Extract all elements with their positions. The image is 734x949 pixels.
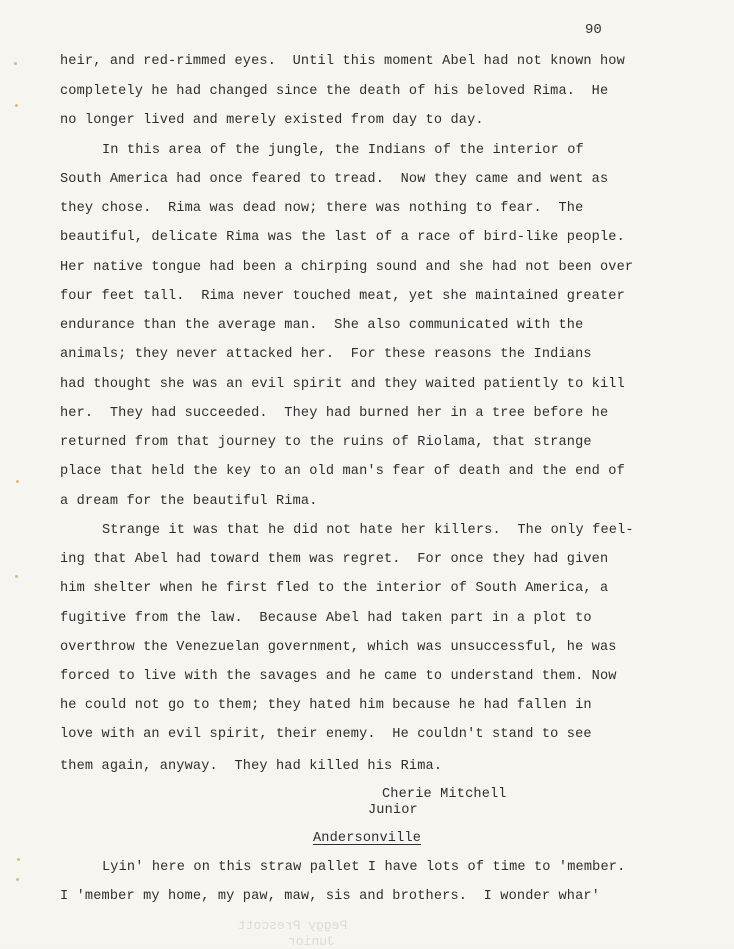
paragraph-3-line: him shelter when he first fled to the interior of South America, a bbox=[60, 581, 609, 596]
paragraph-3-line: ing that Abel had toward them was regret. For once they had given bbox=[60, 552, 609, 567]
paragraph-3-line: them again, anyway. They had killed his Rima. bbox=[60, 759, 443, 774]
margin-speck bbox=[17, 858, 20, 861]
paragraph-2-line: returned from that journey to the ruins of Riolama, that strange bbox=[60, 435, 592, 450]
paragraph-2-line: Her native tongue had been a chirping sound and she had not been over bbox=[60, 260, 634, 275]
margin-speck bbox=[14, 62, 17, 65]
paragraph-2-line: her. They had succeeded. They had burned her in a tree before he bbox=[60, 406, 609, 421]
margin-speck bbox=[15, 575, 18, 578]
paragraph-2-line: had thought she was an evil spirit and they waited patiently to kill bbox=[60, 377, 625, 392]
paragraph-3-line: love with an evil spirit, their enemy. He couldn't stand to see bbox=[60, 727, 592, 742]
paragraph-2-line: animals; they never attacked her. For these reasons the Indians bbox=[60, 347, 592, 362]
paragraph-1-line: completely he had changed since the death of his beloved Rima. He bbox=[60, 84, 609, 99]
paragraph-2-line: South America had once feared to tread. Now they came and went as bbox=[60, 172, 609, 187]
bleed-through-class: Junior bbox=[288, 934, 335, 949]
author-class: Junior bbox=[368, 803, 418, 818]
paragraph-3-line: fugitive from the law. Because Abel had taken part in a plot to bbox=[60, 611, 592, 626]
paragraph-2-line: four feet tall. Rima never touched meat, yet she maintained greater bbox=[60, 289, 625, 304]
margin-speck bbox=[16, 878, 19, 881]
paragraph-3-line: he could not go to them; they hated him because he had fallen in bbox=[60, 698, 592, 713]
paragraph-3-line: overthrow the Venezuelan government, which was unsuccessful, he was bbox=[60, 640, 617, 655]
paragraph-2-line: place that held the key to an old man's fear of death and the end of bbox=[60, 464, 625, 479]
paragraph-3-line: forced to live with the savages and he came to understand them. Now bbox=[60, 669, 617, 684]
margin-speck bbox=[15, 104, 18, 107]
next-title: Andersonville bbox=[313, 831, 421, 846]
paragraph-2-line: endurance than the average man. She also communicated with the bbox=[60, 318, 584, 333]
paragraph-2-line: beautiful, delicate Rima was the last of a race of bird-like people. bbox=[60, 230, 625, 245]
page-number: 90 bbox=[585, 22, 602, 38]
author-name: Cherie Mitchell bbox=[382, 787, 507, 802]
next-paragraph-line: I 'member my home, my paw, maw, sis and brothers. I wonder whar' bbox=[60, 889, 600, 904]
paragraph-1-line: no longer lived and merely existed from day to day. bbox=[60, 113, 484, 128]
bleed-through-name: Peggy Prescott bbox=[238, 918, 348, 933]
margin-speck bbox=[16, 480, 19, 483]
paragraph-2-line: a dream for the beautiful Rima. bbox=[60, 494, 318, 509]
paragraph-1-line: heir, and red-rimmed eyes. Until this moment Abel had not known how bbox=[60, 54, 625, 69]
paragraph-2-line: In this area of the jungle, the Indians of the interior of bbox=[102, 143, 584, 158]
next-paragraph-line: Lyin' here on this straw pallet I have lots of time to 'member. bbox=[102, 860, 626, 875]
paragraph-3-line: Strange it was that he did not hate her killers. The only feel- bbox=[102, 523, 634, 538]
paragraph-2-line: they chose. Rima was dead now; there was nothing to fear. The bbox=[60, 201, 584, 216]
